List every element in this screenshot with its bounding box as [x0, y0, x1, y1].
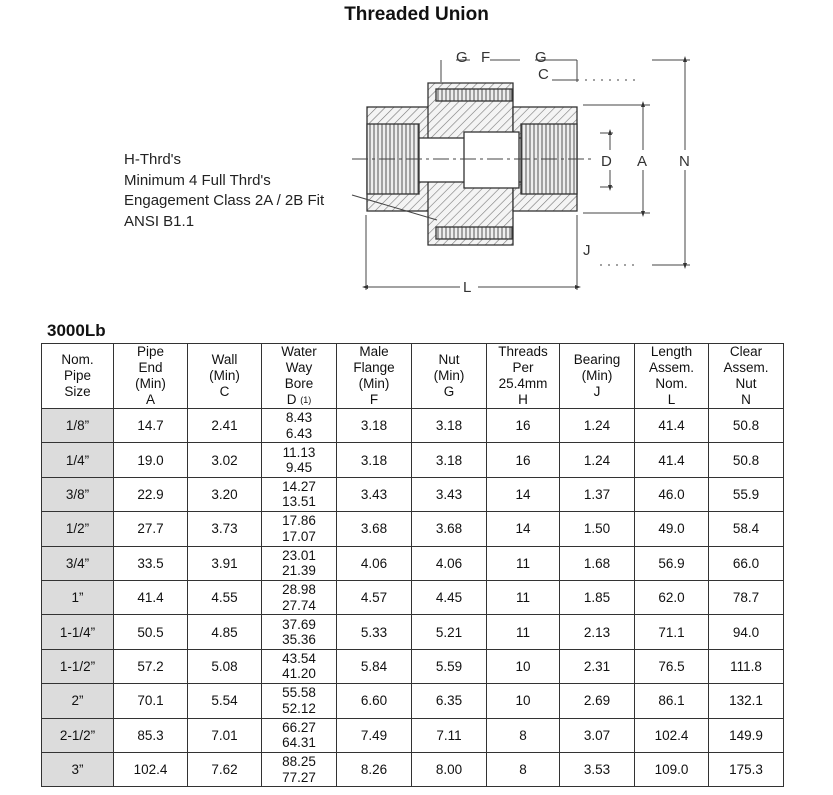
cell-l: 76.5: [635, 649, 709, 683]
header-line: C: [219, 384, 230, 399]
cell-n: 50.8: [709, 409, 784, 443]
header-line: A: [145, 392, 155, 407]
bore-value: 6.43: [285, 425, 313, 441]
cell-n: 58.4: [709, 512, 784, 546]
cell-c: 5.54: [188, 684, 262, 718]
table-row: [42, 649, 784, 683]
cell-size: 1/2”: [42, 512, 114, 546]
cell-l: 56.9: [635, 546, 709, 580]
header-line: Nom.: [61, 352, 94, 367]
cell-j: 2.69: [560, 684, 635, 718]
cell-a: 50.5: [114, 615, 188, 649]
column-header: [188, 344, 262, 409]
cell-c: 3.20: [188, 477, 262, 511]
header-line: (Min): [209, 368, 240, 383]
bore-value: 9.45: [285, 460, 313, 476]
header-line: (Min): [433, 368, 465, 383]
table-row: [42, 477, 784, 511]
bore-value: 17.07: [282, 528, 316, 544]
cell-size: 2”: [42, 684, 114, 718]
label-c: C: [538, 66, 549, 83]
bore-value: 77.27: [282, 769, 316, 785]
cell-a: 27.7: [114, 512, 188, 546]
header-line: Pipe: [136, 344, 165, 359]
header-line: Per: [512, 360, 534, 375]
cell-g: 3.43: [412, 477, 487, 511]
header-line: (Min): [135, 376, 166, 391]
header-line: L: [667, 392, 676, 407]
cell-bore: [262, 546, 337, 580]
footnote-marker: (1): [300, 395, 312, 405]
cell-n: 78.7: [709, 580, 784, 614]
note-line: H-Thrd's: [124, 151, 182, 168]
table-row: [42, 580, 784, 614]
cell-h: 10: [487, 684, 560, 718]
bore-value: 64.31: [282, 735, 316, 751]
cell-l: 86.1: [635, 684, 709, 718]
cell-h: 8: [487, 718, 560, 752]
cell-bore: [262, 684, 337, 718]
bore-value: 13.51: [282, 494, 316, 510]
bore-value: 88.25: [282, 754, 316, 770]
header-line: Way: [285, 360, 313, 375]
cell-c: 4.55: [188, 580, 262, 614]
bore-value: 52.12: [282, 700, 316, 716]
bore-value: 21.39: [282, 563, 316, 579]
cell-size: 1/4”: [42, 443, 114, 477]
column-header: [487, 344, 560, 409]
table-row: [42, 512, 784, 546]
header-line: H: [518, 392, 528, 407]
header-line: 25.4mm: [498, 376, 548, 391]
header-line: Length: [650, 344, 693, 359]
cell-j: 1.24: [560, 443, 635, 477]
cell-size: 1-1/2”: [42, 649, 114, 683]
cell-n: 175.3: [709, 752, 784, 786]
cell-a: 57.2: [114, 649, 188, 683]
cell-l: 41.4: [635, 443, 709, 477]
cell-h: 11: [487, 546, 560, 580]
label-g-right: G: [535, 49, 547, 66]
cell-g: 5.21: [412, 615, 487, 649]
cell-size: 1”: [42, 580, 114, 614]
union-body: [367, 83, 577, 245]
pressure-rating: 3000Lb: [47, 321, 106, 340]
cell-g: 3.68: [412, 512, 487, 546]
label-j: J: [583, 242, 591, 259]
column-header: [262, 344, 337, 409]
cell-a: 41.4: [114, 580, 188, 614]
cell-j: 1.68: [560, 546, 635, 580]
header-line: [262, 392, 336, 408]
cell-n: 149.9: [709, 718, 784, 752]
cell-g: 7.11: [412, 718, 487, 752]
bore-value: 43.54: [282, 650, 316, 666]
column-header: [709, 344, 784, 409]
cell-f: 8.26: [337, 752, 412, 786]
header-line: Male: [359, 344, 389, 359]
cell-bore: [262, 477, 337, 511]
cell-l: 102.4: [635, 718, 709, 752]
cell-a: 19.0: [114, 443, 188, 477]
cell-j: 1.85: [560, 580, 635, 614]
cell-f: 3.43: [337, 477, 412, 511]
label-d: D: [601, 153, 612, 170]
bore-value: 35.36: [282, 632, 316, 648]
bore-value: 17.86: [282, 513, 316, 529]
cell-size: 1/8”: [42, 409, 114, 443]
cell-size: 1-1/4”: [42, 615, 114, 649]
bore-value: 41.20: [282, 666, 316, 682]
cell-bore: [262, 649, 337, 683]
cell-n: 132.1: [709, 684, 784, 718]
cell-f: 6.60: [337, 684, 412, 718]
table-row: [42, 684, 784, 718]
cell-a: 102.4: [114, 752, 188, 786]
header-line: Water: [281, 344, 317, 359]
cell-j: 1.24: [560, 409, 635, 443]
cell-n: 94.0: [709, 615, 784, 649]
thread-note: [124, 150, 324, 232]
column-header: [42, 344, 114, 409]
cell-h: 11: [487, 615, 560, 649]
header-line: (Min): [358, 376, 390, 391]
label-l: L: [463, 279, 472, 296]
header-line: Clear: [729, 344, 763, 359]
bore-value: 11.13: [282, 444, 316, 460]
cell-f: 4.06: [337, 546, 412, 580]
header-line: Assem.: [648, 360, 694, 375]
cell-c: 5.08: [188, 649, 262, 683]
cell-a: 33.5: [114, 546, 188, 580]
header-line: Nom.: [655, 376, 688, 391]
cell-c: 2.41: [188, 409, 262, 443]
header-line: Size: [64, 384, 91, 399]
cell-g: 3.18: [412, 443, 487, 477]
header-line: Pipe: [63, 368, 92, 383]
note-line: Minimum 4 Full Thrd's: [124, 171, 271, 189]
cell-h: 16: [487, 443, 560, 477]
header-line: Nut: [735, 376, 757, 391]
header-line: Bore: [284, 376, 314, 391]
cell-f: 3.68: [337, 512, 412, 546]
bore-value: 28.98: [282, 582, 316, 598]
cell-size: 3”: [42, 752, 114, 786]
cell-g: 6.35: [412, 684, 487, 718]
cell-size: 2-1/2”: [42, 718, 114, 752]
cell-j: 3.07: [560, 718, 635, 752]
table-header-row: [42, 344, 784, 409]
cell-l: 109.0: [635, 752, 709, 786]
cell-n: 111.8: [709, 649, 784, 683]
cell-j: 1.37: [560, 477, 635, 511]
cell-j: 2.31: [560, 649, 635, 683]
column-header: [412, 344, 487, 409]
cell-n: 66.0: [709, 546, 784, 580]
cell-bore: [262, 718, 337, 752]
page-title: Threaded Union: [344, 4, 489, 25]
table-row: [42, 409, 784, 443]
table-row: [42, 752, 784, 786]
bore-value: 37.69: [282, 616, 316, 632]
cell-c: 3.91: [188, 546, 262, 580]
header-letter: D: [286, 392, 297, 407]
table-row: [42, 546, 784, 580]
bore-value: 66.27: [282, 719, 316, 735]
column-header: [114, 344, 188, 409]
bore-value: 27.74: [282, 597, 316, 613]
cell-f: 3.18: [337, 409, 412, 443]
header-line: J: [593, 384, 601, 399]
header-line: Assem.: [723, 360, 769, 375]
column-header: [337, 344, 412, 409]
cell-f: 3.18: [337, 443, 412, 477]
table-row: [42, 615, 784, 649]
label-g-left: G: [456, 49, 468, 66]
cell-l: 49.0: [635, 512, 709, 546]
cell-l: 62.0: [635, 580, 709, 614]
cell-l: 46.0: [635, 477, 709, 511]
cell-h: 16: [487, 409, 560, 443]
cell-j: 1.50: [560, 512, 635, 546]
cell-bore: [262, 752, 337, 786]
header-line: Wall: [211, 352, 238, 367]
bore-value: 23.01: [282, 547, 316, 563]
note-line: ANSI B1.1: [124, 212, 195, 230]
cell-g: 3.18: [412, 409, 487, 443]
label-a: A: [637, 153, 648, 170]
cell-l: 71.1: [635, 615, 709, 649]
table-row: [42, 443, 784, 477]
bore-value: 55.58: [282, 685, 316, 701]
cell-g: 8.00: [412, 752, 487, 786]
cell-f: 5.84: [337, 649, 412, 683]
header-line: G: [443, 384, 455, 399]
cell-f: 4.57: [337, 580, 412, 614]
label-n: N: [679, 153, 690, 170]
cell-c: 3.02: [188, 443, 262, 477]
table-row: [42, 718, 784, 752]
cell-h: 14: [487, 512, 560, 546]
cell-c: 7.62: [188, 752, 262, 786]
cell-bore: [262, 443, 337, 477]
bore-value: 14.27: [282, 478, 316, 494]
cell-a: 70.1: [114, 684, 188, 718]
cell-bore: [262, 409, 337, 443]
cell-j: 3.53: [560, 752, 635, 786]
column-header: [560, 344, 635, 409]
header-line: Flange: [353, 360, 395, 375]
header-line: F: [369, 392, 379, 407]
cell-f: 5.33: [337, 615, 412, 649]
dimensions-table: [41, 343, 784, 787]
cell-size: 3/4”: [42, 546, 114, 580]
cell-h: 8: [487, 752, 560, 786]
cell-c: 4.85: [188, 615, 262, 649]
cell-a: 22.9: [114, 477, 188, 511]
cell-h: 14: [487, 477, 560, 511]
cell-n: 55.9: [709, 477, 784, 511]
cell-bore: [262, 580, 337, 614]
note-line: Engagement Class 2A / 2B Fit: [124, 192, 325, 209]
cell-g: 4.45: [412, 580, 487, 614]
cell-l: 41.4: [635, 409, 709, 443]
header-line: N: [741, 392, 751, 407]
cell-bore: [262, 512, 337, 546]
table-body: [42, 409, 784, 787]
header-line: Bearing: [573, 352, 621, 367]
cell-g: 5.59: [412, 649, 487, 683]
header-line: (Min): [581, 368, 613, 383]
cell-f: 7.49: [337, 718, 412, 752]
cell-h: 10: [487, 649, 560, 683]
bore-value: 8.43: [285, 410, 313, 426]
cell-n: 50.8: [709, 443, 784, 477]
header-line: Threads: [498, 344, 548, 359]
cell-a: 14.7: [114, 409, 188, 443]
label-f: F: [481, 49, 491, 66]
cell-size: 3/8”: [42, 477, 114, 511]
cell-j: 2.13: [560, 615, 635, 649]
header-line: End: [138, 360, 163, 375]
cell-h: 11: [487, 580, 560, 614]
cell-g: 4.06: [412, 546, 487, 580]
cell-a: 85.3: [114, 718, 188, 752]
header-line: Nut: [438, 352, 460, 367]
cell-c: 7.01: [188, 718, 262, 752]
cell-c: 3.73: [188, 512, 262, 546]
column-header: [635, 344, 709, 409]
cell-bore: [262, 615, 337, 649]
